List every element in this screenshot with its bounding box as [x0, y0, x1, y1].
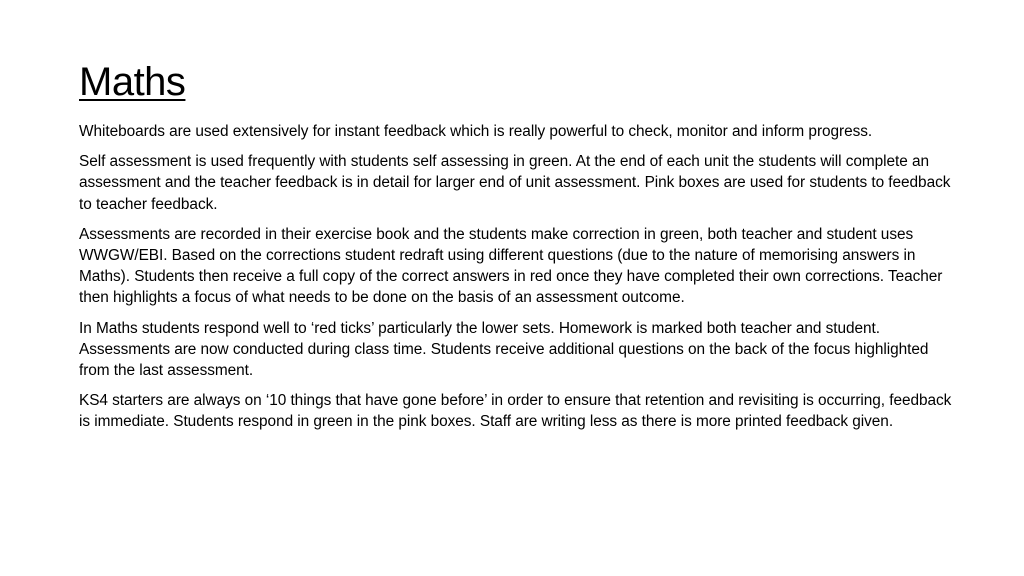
paragraph-self-assessment: Self assessment is used frequently with students self assessing in green. At the end of each unit the students will complete an assessment and the teacher feedback is in detail for larger end of unit assessment. Pink boxes are used for students to feedback to teacher feedback.	[79, 153, 951, 213]
slide-body	[79, 121, 959, 442]
paragraph-ks4-starters: KS4 starters are always on ‘10 things that have gone before’ in order to ensure that retention and revisiting is occurring, feedback is immediate. Students respond in green in the pink boxes. Staff are writing less as there is more printed feedback given.	[79, 392, 952, 431]
paragraph-assessments: Assessments are recorded in their exercise book and the students make correction in green, both teacher and student uses WWGW/EBI. Based on the corrections student redraft using different questions (due to the nature of memorising answers in Maths). Students then receive a full copy of the correct answers in red once they have completed their own corrections. Teacher then highlights a focus of what needs to be done on the basis of an assessment outcome.	[79, 225, 943, 307]
paragraph-whiteboards: Whiteboards are used extensively for instant feedback which is really powerful to check, monitor and inform progress.	[79, 123, 873, 140]
slide-title: Maths	[79, 60, 186, 104]
paragraph-red-ticks: In Maths students respond well to ‘red ticks’ particularly the lower sets. Homework is marked both teacher and student. Assessments are now conducted during class time. Students receive additional questions on the back of the focus highlighted from the last assessment.	[79, 319, 929, 380]
